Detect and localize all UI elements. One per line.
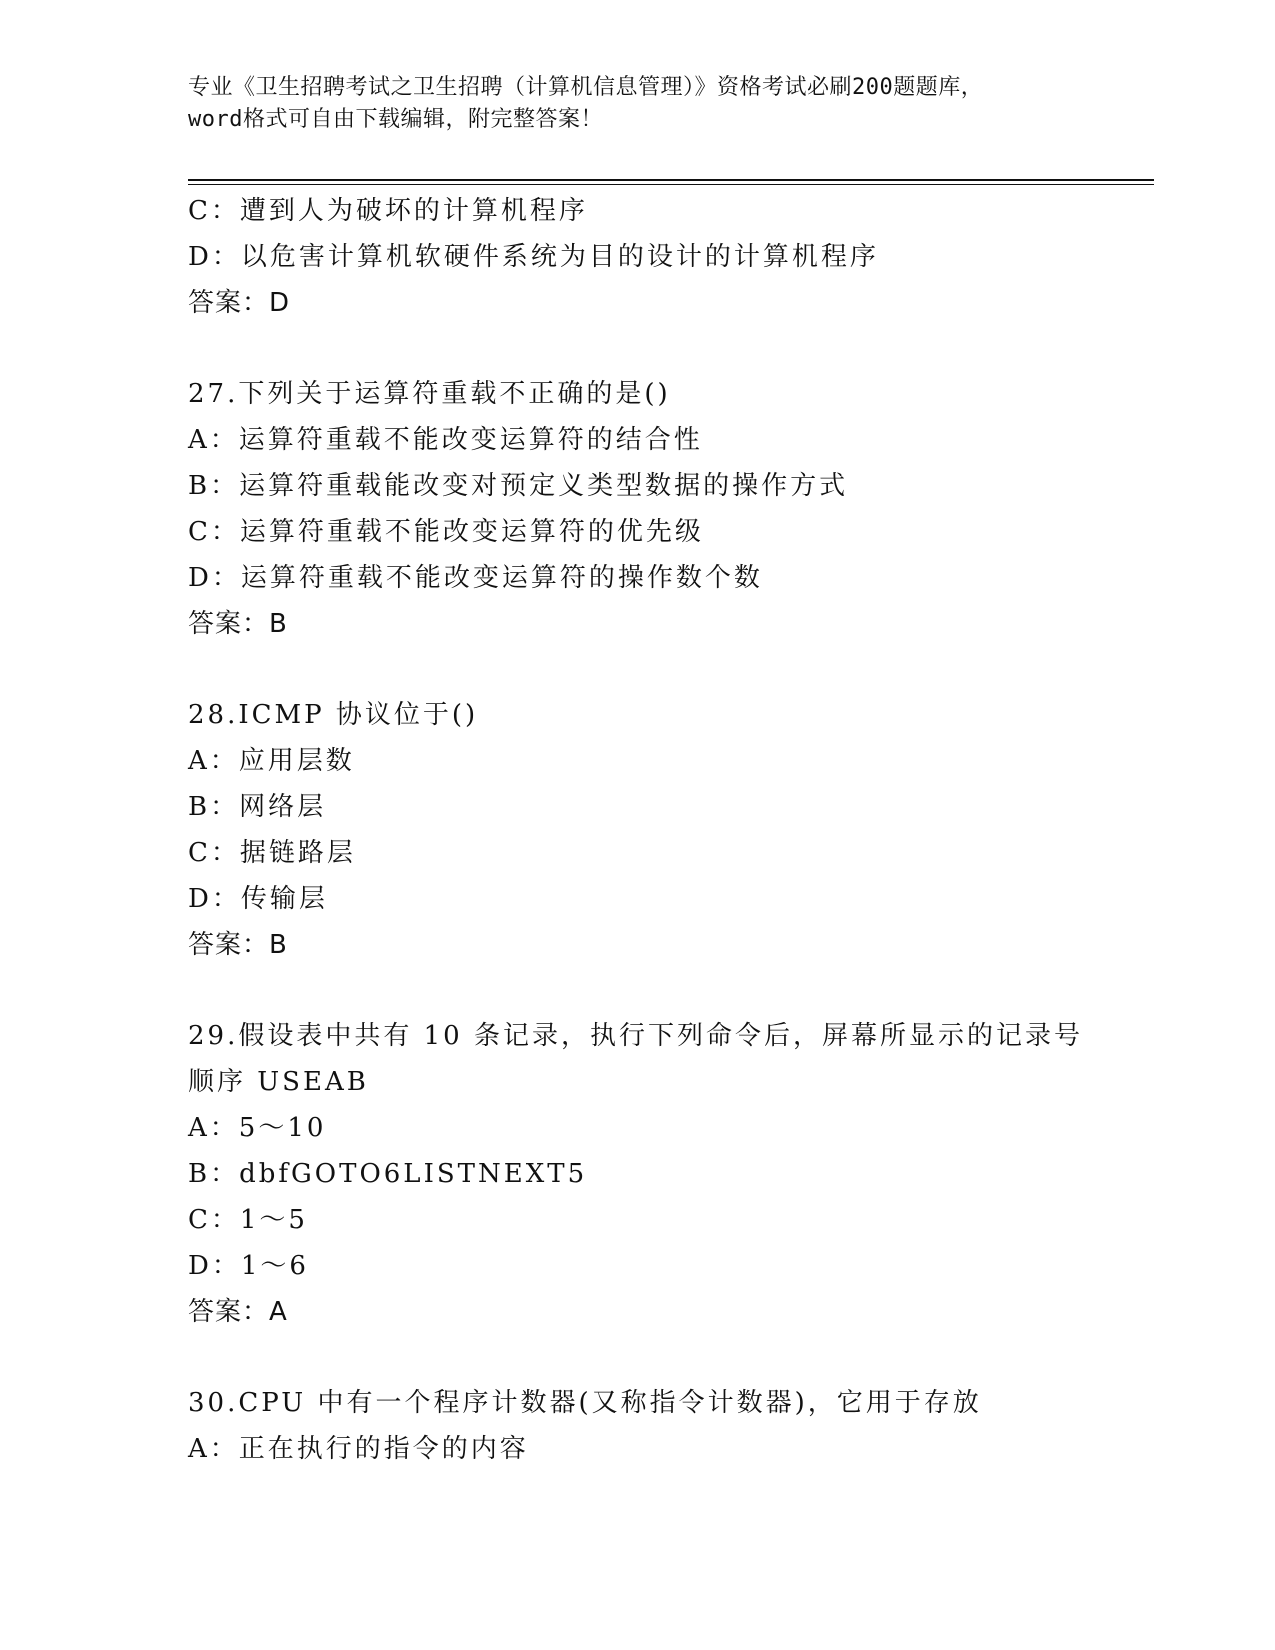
question-stem: 29.假设表中共有 10 条记录，执行下列命令后，屏幕所显示的记录号 — [188, 1021, 1083, 1051]
question-stem: 28.ICMP 协议位于() — [188, 700, 479, 730]
option-a: A：正在执行的指令的内容 — [188, 1434, 529, 1464]
option-c: C：据链路层 — [188, 838, 356, 868]
question-block-29 — [188, 1013, 1168, 1335]
question-block-26 — [188, 188, 1168, 326]
answer-line: 答案：A — [188, 1297, 288, 1327]
option-d: D：以危害计算机软硬件系统为目的设计的计算机程序 — [188, 242, 879, 272]
option-a: A：应用层数 — [188, 746, 355, 776]
option-c: C：运算符重载不能改变运算符的优先级 — [188, 517, 704, 547]
question-block-30 — [188, 1380, 1168, 1472]
option-d: D：运算符重载不能改变运算符的操作数个数 — [188, 563, 763, 593]
question-stem-continued: 顺序 USEAB — [188, 1067, 369, 1097]
question-stem: 27.下列关于运算符重载不正确的是() — [188, 379, 671, 409]
option-a: A：运算符重载不能改变运算符的结合性 — [188, 425, 703, 455]
question-block-27 — [188, 371, 1168, 647]
option-c: C：1～5 — [188, 1205, 308, 1235]
header-line-1: 专业《卫生招聘考试之卫生招聘（计算机信息管理）》资格考试必刷200题题库， — [188, 75, 984, 100]
option-c: C：遭到人为破坏的计算机程序 — [188, 196, 588, 226]
option-b: B：运算符重载能改变对预定义类型数据的操作方式 — [188, 471, 849, 501]
answer-line: 答案：D — [188, 288, 291, 318]
header-divider-thick — [188, 179, 1154, 181]
document-header — [188, 72, 1088, 136]
header-divider-thin — [188, 184, 1154, 185]
option-b: B：网络层 — [188, 792, 327, 822]
option-d: D：1～6 — [188, 1251, 309, 1281]
question-block-28 — [188, 692, 1168, 968]
option-d: D：传输层 — [188, 884, 328, 914]
header-line-2: word格式可自由下载编辑，附完整答案！ — [188, 107, 603, 132]
question-stem: 30.CPU 中有一个程序计数器(又称指令计数器)，它用于存放 — [188, 1388, 982, 1418]
answer-line: 答案：B — [188, 930, 288, 960]
question-list — [188, 188, 1168, 1472]
option-b: B：dbfGOTO6LISTNEXT5 — [188, 1159, 588, 1189]
answer-line: 答案：B — [188, 609, 288, 639]
option-a: A：5～10 — [188, 1113, 327, 1143]
